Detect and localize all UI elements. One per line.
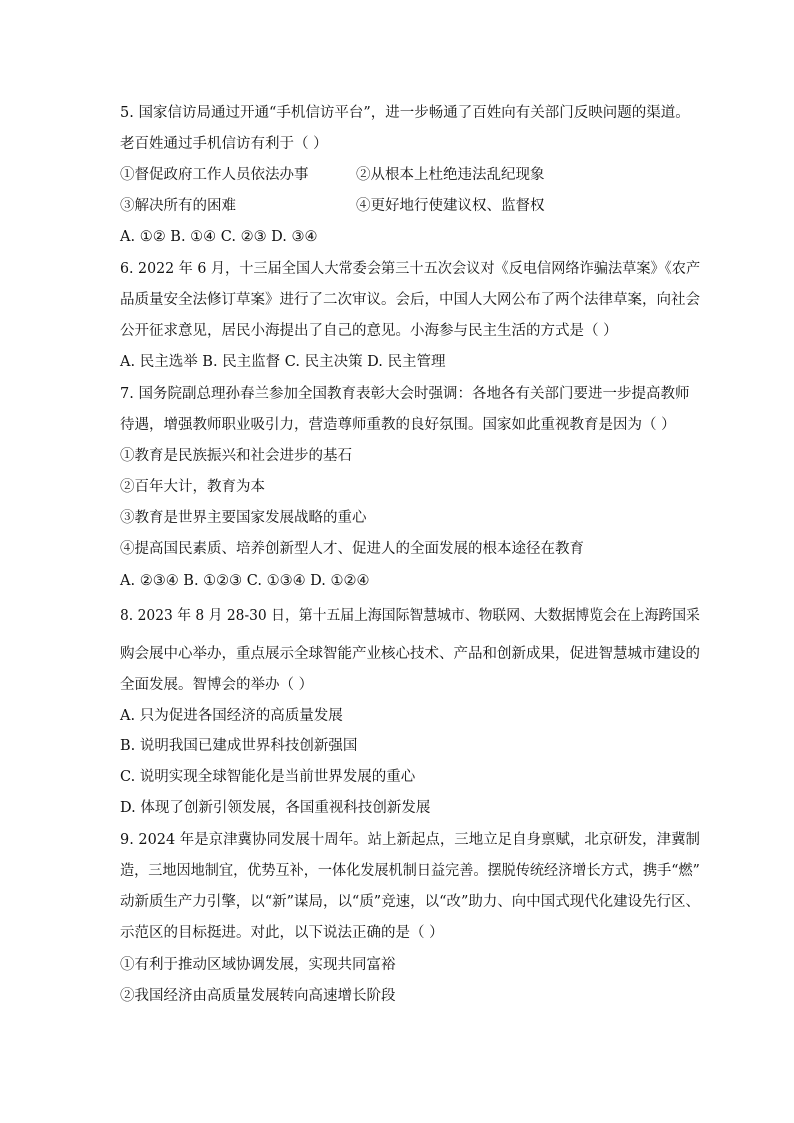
q9-stem-line-3: 动新质生产力引擎，以“新”谋局，以“质”竞速，以“改”助力、向中国式现代化建设先行区、 — [120, 894, 700, 910]
q8-option-a: A. 只为促进各国经济的高质量发展 — [120, 708, 343, 724]
q6-stem-line-2: 品质量安全法修订草案》进行了二次审议。会后，中国人大网公布了两个法律草案，向社会 — [120, 292, 700, 308]
q7-option-2: ②百年大计，教育为本 — [120, 479, 265, 495]
q5-option-4: ④更好地行使建议权、监督权 — [356, 198, 545, 214]
q8-option-b: B. 说明我国已建成世界科技创新强国 — [120, 738, 358, 754]
q7-option-3: ③教育是世界主要国家发展战略的重心 — [120, 510, 367, 526]
q5-option-3: ③解决所有的困难 — [120, 198, 236, 214]
q9-stem-line-4: 示范区的目标挺进。对此，以下说法正确的是（ ） — [120, 925, 444, 941]
q8-option-d: D. 体现了创新引领发展，各国重视科技创新发展 — [120, 800, 431, 816]
q5-choices: A. ①② B. ①④ C. ②③ D. ③④ — [120, 229, 318, 245]
q8-stem-line-1: 8. 2023 年 8 月 28-30 日，第十五届上海国际智慧城市、物联网、大数据博览会在上海跨国采 — [120, 608, 700, 624]
q7-option-4: ④提高国民素质、培养创新型人才、促进人的全面发展的根本途径在教育 — [120, 541, 584, 557]
q7-option-1: ①教育是民族振兴和社会进步的基石 — [120, 448, 352, 464]
q8-stem-line-2: 购会展中心举办，重点展示全球智能产业核心技术、产品和创新成果，促进智慧城市建设的 — [120, 646, 700, 662]
q7-stem-line-1: 7. 国务院副总理孙春兰参加全国教育表彰大会时强调：各地各有关部门要进一步提高教师 — [120, 386, 690, 402]
q6-stem-line-3: 公开征求意见，居民小海提出了自己的意见。小海参与民主生活的方式是（ ） — [120, 323, 618, 339]
q5-option-2: ②从根本上杜绝违法乱纪现象 — [356, 167, 545, 183]
q9-stem-line-2: 造，三地因地制宜，优势互补，一体化发展机制日益完善。摆脱传统经济增长方式，携手“燃” — [120, 863, 700, 879]
q9-option-1: ①有利于推动区域协调发展，实现共同富裕 — [120, 957, 396, 973]
q7-choices: A. ②③④ B. ①②③ C. ①③④ D. ①②④ — [120, 573, 370, 589]
q5-stem-line-2: 老百姓通过手机信访有利于（ ） — [120, 136, 328, 152]
q7-stem-line-2: 待遇，增强教师职业吸引力，营造尊师重教的良好氛围。国家如此重视教育是因为（ ） — [120, 417, 676, 433]
q5-option-1: ①督促政府工作人员依法办事 — [120, 167, 309, 183]
q6-choices: A. 民主选举 B. 民主监督 C. 民主决策 D. 民主管理 — [120, 354, 446, 370]
q5-stem-line-1: 5. 国家信访局通过开通“手机信访平台”，进一步畅通了百姓向有关部门反映问题的渠道。 — [120, 105, 690, 121]
q8-option-c: C. 说明实现全球智能化是当前世界发展的重心 — [120, 769, 416, 785]
q9-stem-line-1: 9. 2024 年是京津冀协同发展十周年。站上新起点，三地立足自身禀赋，北京研发，津冀制 — [120, 832, 700, 848]
q9-option-2: ②我国经济由高质量发展转向高速增长阶段 — [120, 988, 396, 1004]
q6-stem-line-1: 6. 2022 年 6 月，十三届全国人大常委会第三十五次会议对《反电信网络诈骗法草案》《农产 — [120, 261, 701, 277]
q8-stem-line-3: 全面发展。智博会的举办（ ） — [120, 677, 314, 693]
